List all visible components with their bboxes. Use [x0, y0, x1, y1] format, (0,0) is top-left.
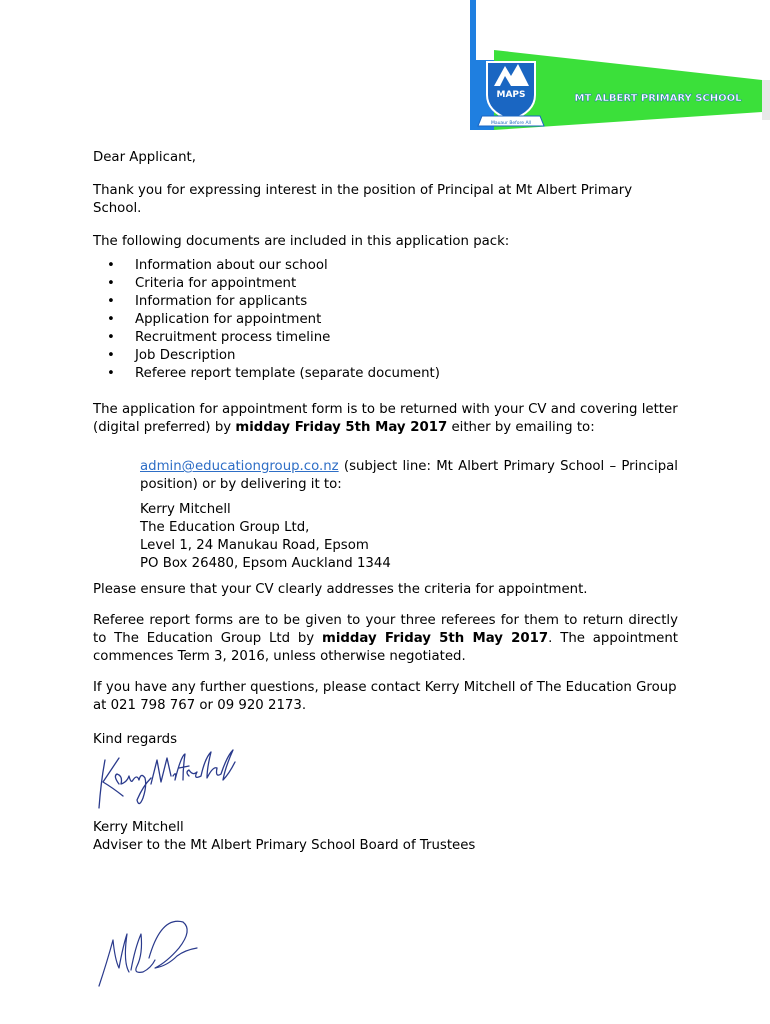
- intro-paragraph: Thank you for expressing interest in the position of Principal at Mt Albert Primary School.: [93, 183, 633, 216]
- deadline: midday Friday 5th May 2017: [235, 420, 448, 435]
- list-item: • Information for applicants: [93, 293, 440, 311]
- referee-deadline: midday Friday 5th May 2017: [321, 631, 549, 646]
- email-link[interactable]: admin@educationgroup.co.nz: [140, 459, 339, 474]
- pack-list: [93, 257, 440, 383]
- address-line: Level 1, 24 Manukau Road, Epsom: [140, 538, 369, 553]
- pack-intro: The following documents are included in this application pack:: [93, 234, 510, 249]
- svg-text:MAPS: MAPS: [496, 90, 526, 100]
- svg-text:Mauaur Before All: Mauaur Before All: [490, 121, 532, 126]
- list-item: • Information about our school: [93, 257, 440, 275]
- header-blue-bar-top: [470, 0, 476, 60]
- delivery-address: [140, 501, 678, 573]
- return-paragraph: The application for appointment form is to be returned with your CV and covering letter (digital preferred) by midday Friday 5th May 2017 either by emailing to:: [93, 402, 678, 435]
- list-item: • Referee report template (separate document): [93, 365, 440, 383]
- questions-paragraph: If you have any further questions, please contact Kerry Mitchell of The Education Group at 021 798 767 or 09 920 2173.: [93, 680, 677, 713]
- signer-name: Kerry Mitchell: [93, 820, 184, 835]
- signer-title: Adviser to the Mt Albert Primary School Board of Trustees: [93, 838, 476, 853]
- school-name: MT ALBERT PRIMARY SCHOOL: [574, 93, 742, 104]
- address-line: PO Box 26480, Epsom Auckland 1344: [140, 556, 391, 571]
- closing: Kind regards: [93, 732, 178, 747]
- school-header: [0, 0, 770, 135]
- list-item: • Job Description: [93, 347, 440, 365]
- salutation: Dear Applicant,: [93, 150, 196, 165]
- address-line: The Education Group Ltd,: [140, 520, 310, 535]
- email-paragraph: admin@educationgroup.co.nz (subject line: Mt Albert Primary School – Principal position) or by delivering it to:: [140, 459, 678, 492]
- initials-signature: [93, 912, 203, 992]
- cv-note: Please ensure that your CV clearly addresses the criteria for appointment.: [93, 582, 588, 597]
- address-line: Kerry Mitchell: [140, 502, 231, 517]
- signature-block: [93, 819, 678, 855]
- list-item: • Criteria for appointment: [93, 275, 440, 293]
- signature-kerry-mitchell: [93, 746, 243, 816]
- referee-paragraph: Referee report forms are to be given to your three referees for them to return directly to The Education Group Ltd by midday Friday 5th May 2017. The appointment commences Term 3, 2016, unless otherwise negotiated.: [93, 613, 679, 664]
- school-crest-logo: [478, 62, 544, 126]
- list-item: • Recruitment process timeline: [93, 329, 440, 347]
- list-item: • Application for appointment: [93, 311, 440, 329]
